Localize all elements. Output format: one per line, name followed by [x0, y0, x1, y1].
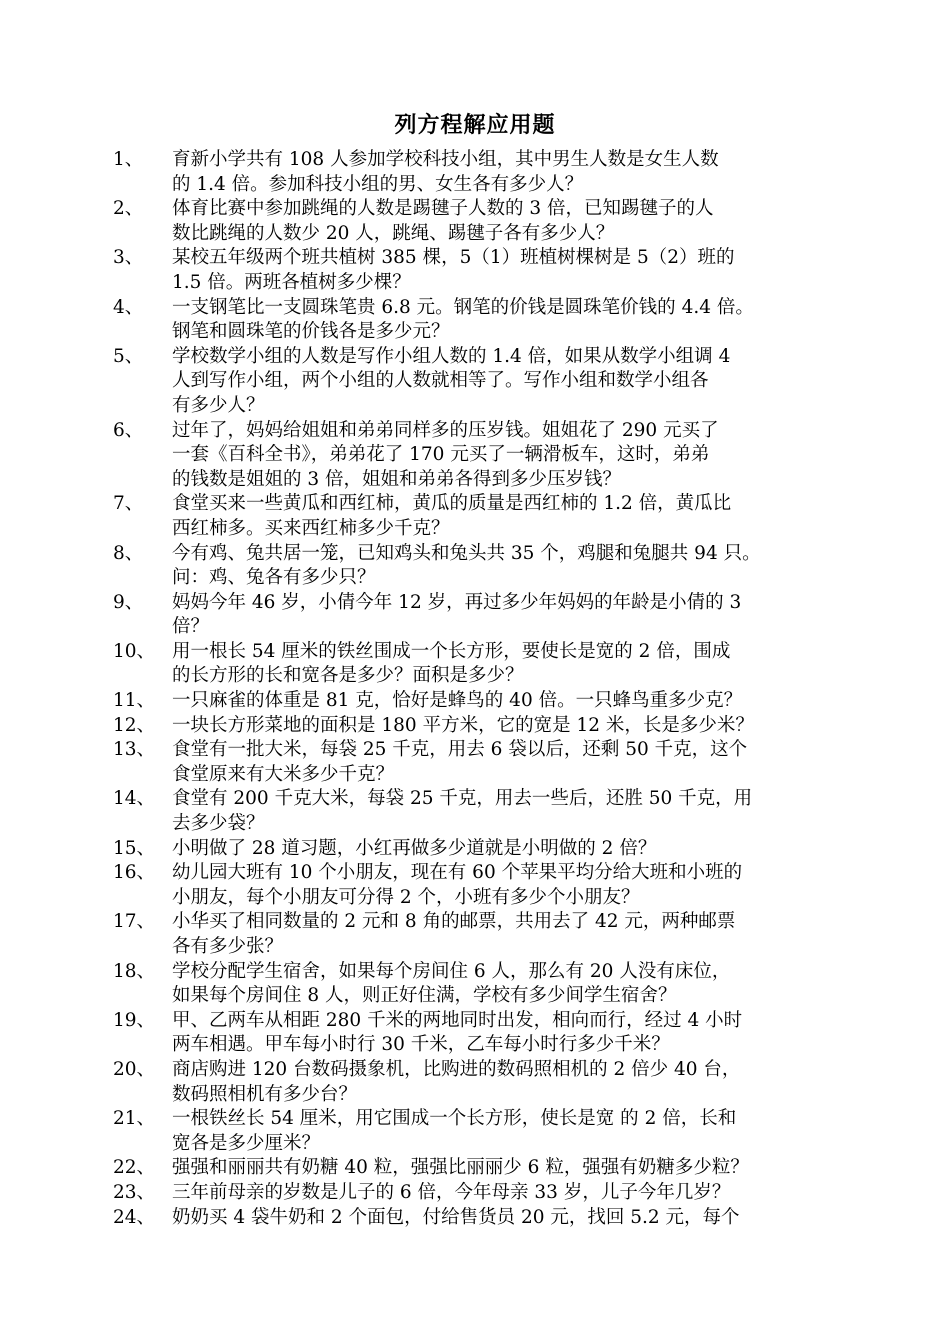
problem-item	[0, 345, 950, 419]
problem-item	[0, 246, 950, 295]
problem-item	[0, 1181, 950, 1206]
problem-text-line: 小华买了相同数量的 2 元和 8 角的邮票，共用去了 42 元，两种邮票	[172, 911, 736, 933]
problem-text	[172, 1107, 862, 1156]
problem-text	[172, 542, 862, 591]
problem-item	[0, 197, 950, 246]
problem-text	[172, 148, 862, 197]
problem-text-line: 1.5 倍。两班各植树多少棵？	[172, 271, 411, 293]
problem-item	[0, 714, 950, 739]
problem-text-line: 食堂买来一些黄瓜和西红柿，黄瓜的质量是西红柿的 1.2 倍，黄瓜比	[172, 493, 732, 515]
problem-text-line: 某校五年级两个班共植树 385 棵，5（1）班植树棵树是 5（2）班的	[172, 247, 735, 269]
problem-item	[0, 492, 950, 541]
problem-text-line: 三年前母亲的岁数是儿子的 6 倍，今年母亲 33 岁，儿子今年几岁？	[172, 1181, 731, 1203]
problem-text-line: 体育比赛中参加跳绳的人数是踢毽子人数的 3 倍，已知踢毽子的人	[172, 198, 714, 220]
problem-text-line: 学校分配学生宿舍，如果每个房间住 6 人，那么有 20 人没有床位，	[172, 960, 731, 982]
problem-number: 2、	[113, 198, 144, 220]
problem-text-line: 一套《百科全书》，弟弟花了 170 元买了一辆滑板车，这时，弟弟	[172, 444, 710, 466]
problem-text	[172, 640, 862, 689]
problem-text	[172, 714, 862, 739]
problem-text-line: 问：鸡、兔各有多少只？	[172, 567, 376, 589]
problem-text-line: 两车相遇。甲车每小时行 30 千米，乙车每小时行多少千米？	[172, 1034, 670, 1056]
problem-text-line: 小朋友，每个小朋友可分得 2 个，小班有多少个小朋友？	[172, 886, 640, 908]
problem-text	[172, 419, 862, 493]
problem-number: 11、	[113, 690, 156, 712]
problem-text-line: 如果每个房间住 8 人，则正好住满，学校有多少间学生宿舍？	[172, 985, 677, 1007]
problem-number: 18、	[113, 960, 156, 982]
problem-item	[0, 591, 950, 640]
problem-text	[172, 1181, 862, 1206]
problem-item	[0, 1058, 950, 1107]
problem-text-line: 甲、乙两车从相距 280 千米的两地同时出发，相向而行，经过 4 小时	[172, 1009, 743, 1031]
problem-item	[0, 542, 950, 591]
problem-number: 21、	[113, 1108, 156, 1130]
problem-text-line: 宽各是多少厘米？	[172, 1132, 321, 1154]
problem-text-line: 西红柿多。买来西红柿多少千克？	[172, 517, 450, 539]
problem-text	[172, 246, 862, 295]
problem-number: 1、	[113, 149, 144, 170]
problem-text-line: 数比跳绳的人数少 20 人，跳绳、踢毽子各有多少人？	[172, 222, 615, 244]
problem-number: 8、	[113, 542, 144, 564]
document-title: 列方程解应用题	[394, 112, 556, 138]
problem-item	[0, 1156, 950, 1181]
problem-text	[172, 861, 862, 910]
problem-number: 12、	[113, 714, 156, 736]
problem-text	[172, 837, 862, 862]
problem-item	[0, 910, 950, 959]
problem-text	[172, 738, 862, 787]
problem-text	[172, 1156, 862, 1181]
problem-text-line: 幼儿园大班有 10 个小朋友，现在有 60 个苹果平均分给大班和小班的	[172, 862, 743, 884]
problem-text	[172, 492, 862, 541]
problem-text-line: 的钱数是姐姐的 3 倍，姐姐和弟弟各得到多少压岁钱？	[172, 468, 622, 490]
problem-number: 16、	[113, 862, 156, 884]
problem-text-line: 商店购进 120 台数码摄象机，比购进的数码照相机的 2 倍少 40 台，	[172, 1058, 741, 1080]
problem-text-line: 今有鸡、兔共居一笼，已知鸡头和兔头共 35 个，鸡腿和兔腿共 94 只。	[172, 542, 761, 564]
problem-number: 5、	[113, 345, 144, 367]
problem-text-line: 学校数学小组的人数是写作小组人数的 1.4 倍，如果从数学小组调 4	[172, 345, 731, 367]
problem-item	[0, 1009, 950, 1058]
problem-text-line: 一根铁丝长 54 厘米，用它围成一个长方形，使长是宽 的 2 倍，长和	[172, 1108, 737, 1130]
problem-item	[0, 296, 950, 345]
problem-number: 19、	[113, 1009, 156, 1031]
problem-text	[172, 1206, 862, 1231]
problem-text-line: 一支钢笔比一支圆珠笔贵 6.8 元。钢笔的价钱是圆珠笔价钱的 4.4 倍。	[172, 296, 754, 318]
problem-item	[0, 960, 950, 1009]
problem-text	[172, 296, 862, 345]
problem-item	[0, 419, 950, 493]
problem-number: 10、	[113, 640, 156, 662]
problem-item	[0, 1107, 950, 1156]
problem-text	[172, 960, 862, 1009]
problem-text-line: 倍？	[172, 616, 210, 638]
problem-text-line: 育新小学共有 108 人参加学校科技小组，其中男生人数是女生人数	[172, 149, 719, 170]
problem-number: 20、	[113, 1058, 156, 1080]
problem-number: 13、	[113, 739, 156, 761]
problem-item	[0, 1206, 950, 1231]
problem-number: 23、	[113, 1181, 156, 1203]
problem-text-line: 各有多少张？	[172, 936, 284, 957]
problem-item	[0, 837, 950, 862]
problem-text-line: 数码照相机有多少台？	[172, 1083, 358, 1105]
problem-text	[172, 591, 862, 640]
problem-item	[0, 689, 950, 714]
problem-item	[0, 861, 950, 910]
problem-number: 22、	[113, 1157, 156, 1179]
problem-number: 7、	[113, 493, 144, 515]
problem-text-line: 一块长方形菜地的面积是 180 平方米，它的宽是 12 米，长是多少米？	[172, 714, 754, 736]
problem-text	[172, 1058, 862, 1107]
problem-text-line: 食堂原来有大米多少千克？	[172, 763, 395, 785]
problem-text-line: 强强和丽丽共有奶糖 40 粒，强强比丽丽少 6 粒，强强有奶糖多少粒？	[172, 1157, 749, 1179]
problem-text	[172, 910, 862, 959]
problem-item	[0, 738, 950, 787]
problem-text	[172, 1009, 862, 1058]
problem-text-line: 小明做了 28 道习题，小红再做多少道就是小明做的 2 倍？	[172, 837, 657, 859]
problem-text-line: 钢笔和圆珠笔的价钱各是多少元？	[172, 321, 450, 343]
problem-text-line: 人到写作小组，两个小组的人数就相等了。写作小组和数学小组各	[172, 370, 709, 392]
problem-text-line: 妈妈今年 46 岁，小倩今年 12 岁，再过多少年妈妈的年龄是小倩的 3	[172, 591, 742, 613]
problem-text-line: 用一根长 54 厘米的铁丝围成一个长方形，要使长是宽的 2 倍，围成	[172, 640, 731, 662]
problem-text	[172, 787, 862, 836]
problem-item	[0, 640, 950, 689]
problem-number: 4、	[113, 296, 144, 318]
problem-text-line: 奶奶买 4 袋牛奶和 2 个面包，付给售货员 20 元，找回 5.2 元，每个	[172, 1206, 740, 1228]
problem-number: 14、	[113, 788, 156, 810]
problem-number: 24、	[113, 1206, 156, 1228]
problem-number: 15、	[113, 837, 156, 859]
problem-number: 9、	[113, 591, 144, 613]
problem-text-line: 食堂有一批大米，每袋 25 千克，用去 6 袋以后，还剩 50 千克，这个	[172, 739, 748, 761]
problem-number: 17、	[113, 911, 156, 933]
problem-list	[0, 148, 950, 1230]
problem-number: 6、	[113, 419, 144, 441]
problem-text	[172, 197, 862, 246]
problem-text-line: 的长方形的长和宽各是多少？面积是多少？	[172, 665, 524, 687]
problem-text	[172, 689, 862, 714]
problem-item	[0, 787, 950, 836]
problem-item	[0, 148, 950, 197]
problem-text	[172, 345, 862, 419]
problem-text-line: 有多少人？	[172, 394, 265, 416]
problem-text-line: 过年了，妈妈给姐姐和弟弟同样多的压岁钱。姐姐花了 290 元买了	[172, 419, 719, 441]
problem-text-line: 一只麻雀的体重是 81 克，恰好是蜂鸟的 40 倍。一只蜂鸟重多少克？	[172, 690, 743, 712]
problem-text-line: 食堂有 200 千克大米，每袋 25 千克，用去一些后，还胜 50 千克，用	[172, 788, 753, 810]
problem-text-line: 的 1.4 倍。参加科技小组的男、女生各有多少人？	[172, 173, 584, 195]
problem-number: 3、	[113, 247, 144, 269]
problem-text-line: 去多少袋？	[172, 813, 265, 835]
